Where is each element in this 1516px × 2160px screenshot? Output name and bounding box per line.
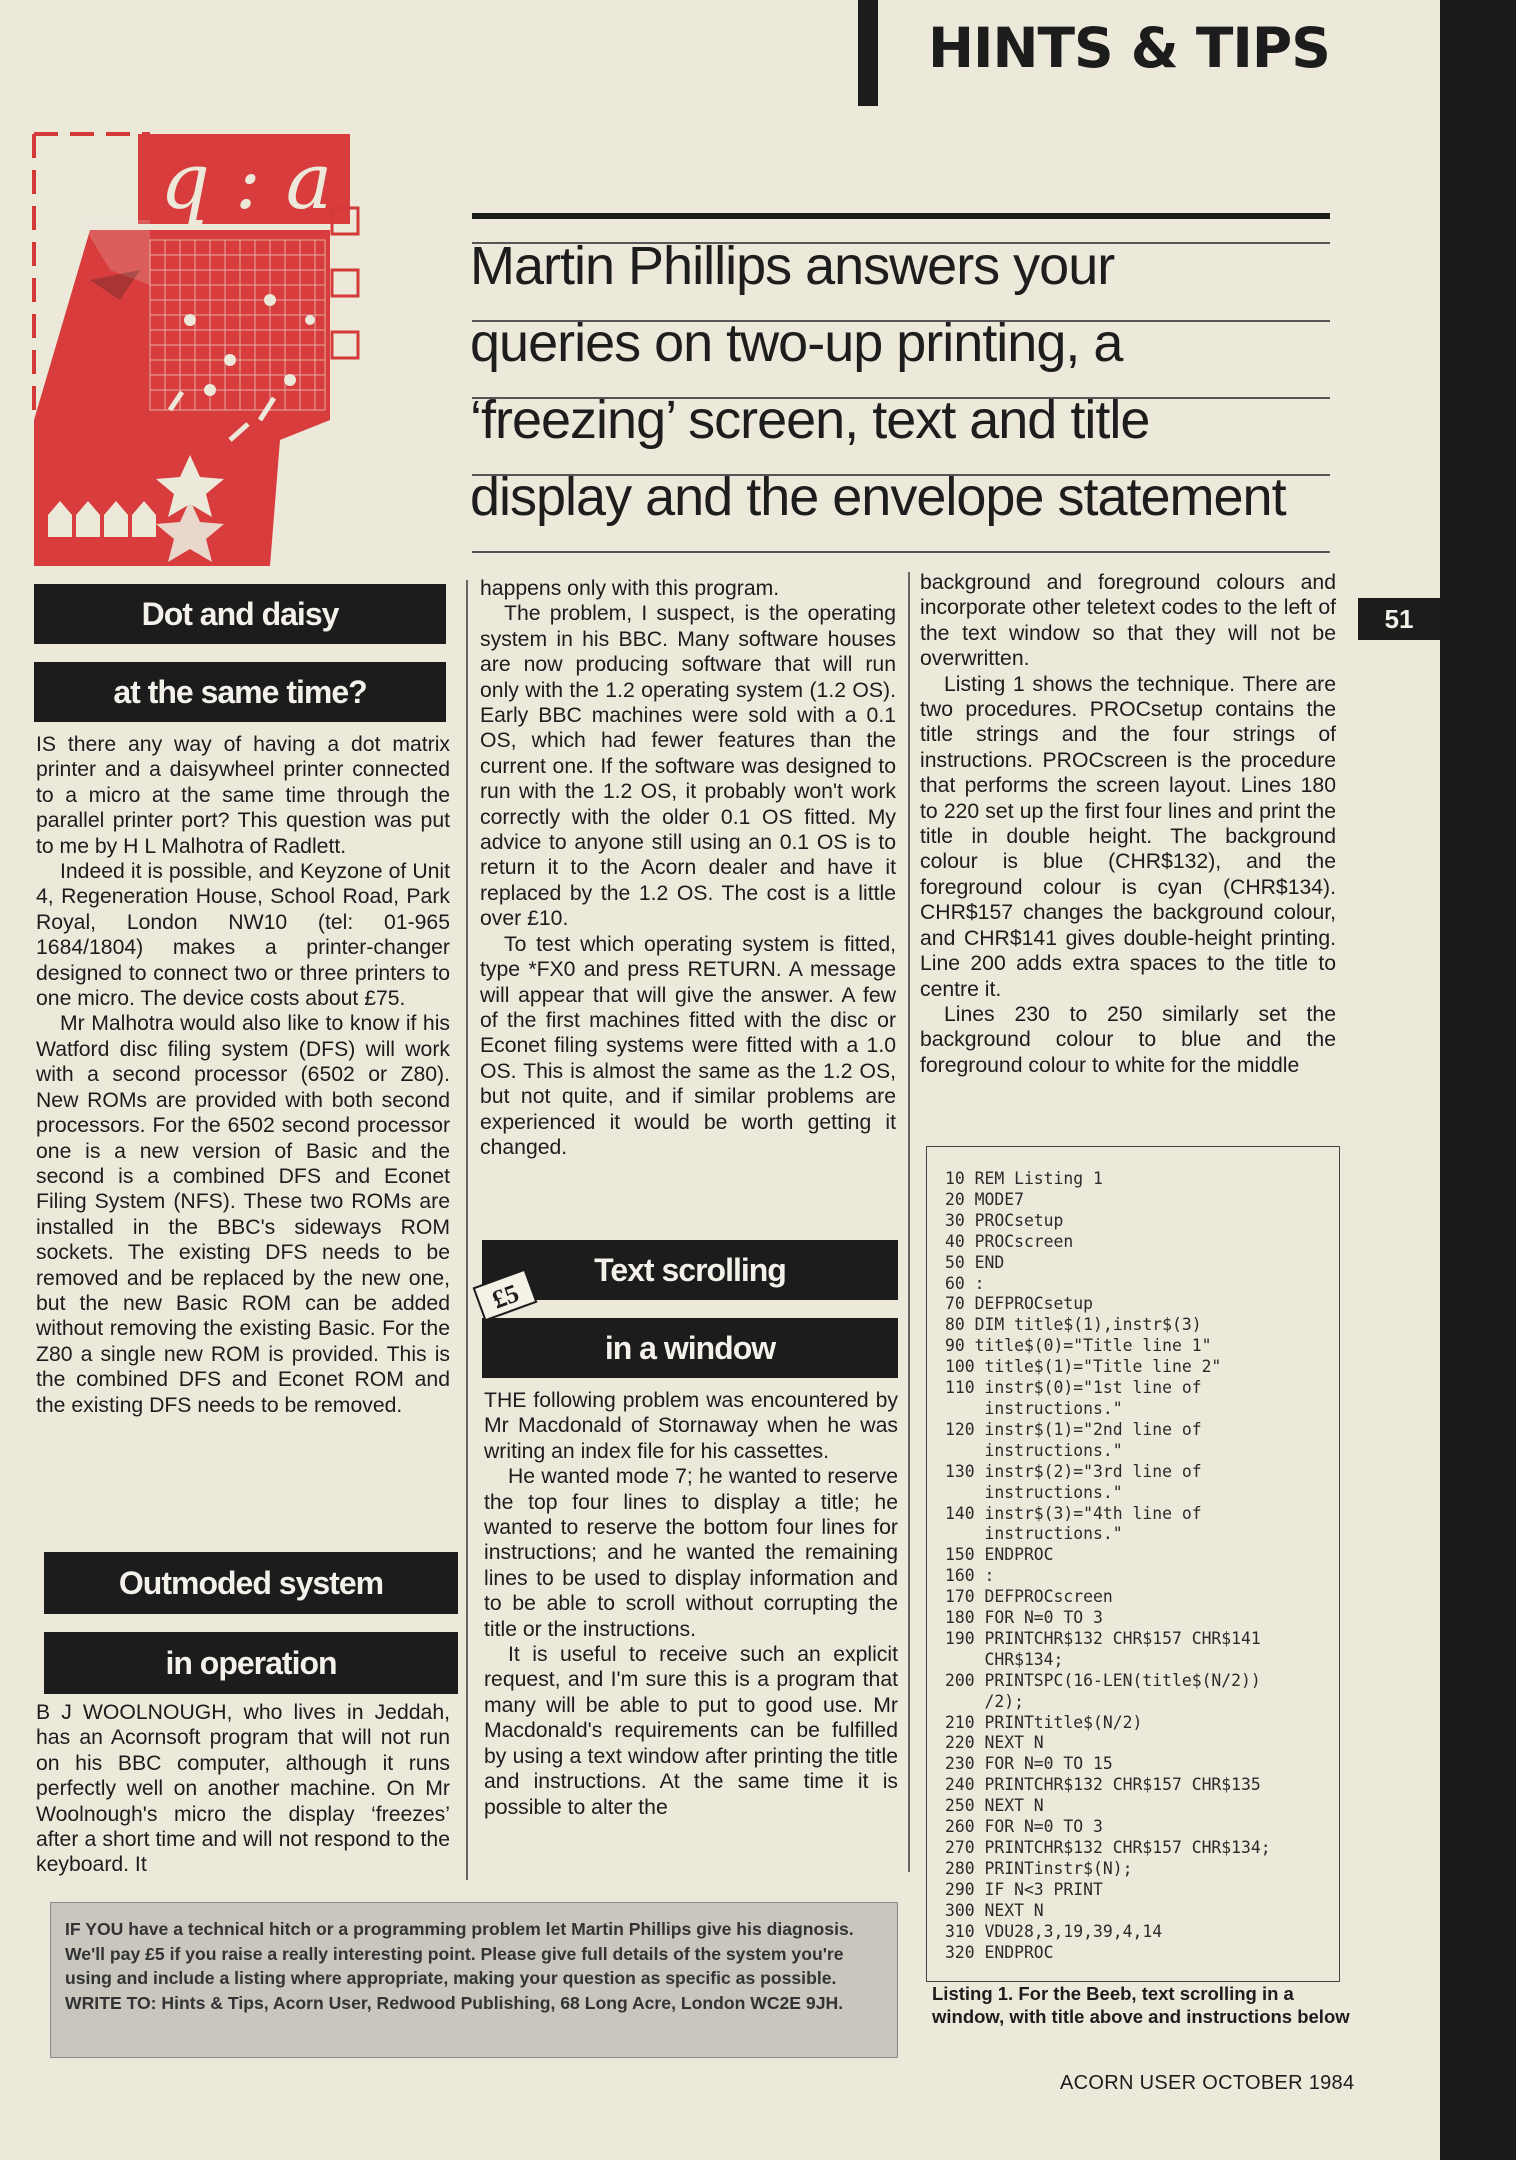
section-header: HINTS & TIPS — [928, 16, 1330, 80]
submission-notice — [50, 1902, 898, 2058]
listing-caption: Listing 1. For the Beeb, text scrolling in a window, with title above and instructions below — [932, 1983, 1350, 2027]
article-text-scrolling — [484, 1388, 898, 1820]
article-outmoded — [36, 1700, 450, 1878]
paragraph: Lines 230 to 250 similarly set the background colour to blue and the foreground colour to white for the middle — [920, 1002, 1336, 1077]
subhead-text-scrolling-1: Text scrolling — [482, 1240, 898, 1300]
notice-text: IF YOU have a technical hitch or a programming problem let Martin Phillips give his diagnosis. We'll pay £5 if you raise a really interesting point. Please give full details of the system you're using and include a listing where appropriate, making your question as specific as possible. WRITE TO: Hints & Tips, Acorn User, Redwood Publishing, 68 Long Acre, London WC2E 9JH. — [65, 1919, 854, 2013]
headline-line: display and the envelope statement — [470, 467, 1286, 527]
paragraph: IS there any way of having a dot matrix printer and a daisywheel printer connected to a micro at the same time through the parallel printer port? This question was put to me by H L Malhotra of Radlett. — [36, 733, 450, 858]
headline-top-rule — [472, 213, 1330, 219]
program-listing — [926, 1146, 1340, 1982]
page-edge — [1440, 0, 1516, 2160]
article-col3 — [920, 570, 1336, 1078]
page-number: 51 — [1358, 598, 1440, 640]
listing-code: 10 REM Listing 1 20 MODE7 30 PROCsetup 40 PROCscreen 50 END 60 : 70 DEFPROCsetup 80 DIM title$(1),instr$(3) 90 title$(0)="Title line 1" 100 title$(1)="Title line 2" 110 instr$(0)="1st line of instructions." 120 instr$(1)="2nd line of instructions." 130 instr$(2)="3rd line of instructions." 140 instr$(3)="4th line of instructions." 150 ENDPROC 160 : 170 DEFPROCscreen 180 FOR N=0 TO 3 190 PRINTCHR$132 CHR$157 CHR$141 CHR$134; 200 PRINTSPC(16-LEN(title$(N/2)) /2); 210 PRINTtitle$(N/2) 220 NEXT N 230 FOR N=0 TO 15 240 PRINTCHR$132 CHR$157 CHR$135 250 NEXT N 260 FOR N=0 TO 3 270 PRINTCHR$132 CHR$157 CHR$134; 280 PRINTinstr$(N); 290 IF N<3 PRINT 300 NEXT N 310 VDU28,3,19,39,4,14 320 ENDPROC — [945, 1169, 1271, 1962]
paragraph: THE following problem was encountered by Mr Macdonald of Stornaway when he was writing an index file for his cassettes. — [484, 1389, 898, 1463]
subhead-outmoded-2: in operation — [44, 1632, 458, 1694]
paragraph: To test which operating system is fitted, type *FX0 and press RETURN. A message will appear that will give the answer. A few of the first machines fitted with the disc or Econet filing systems were fitted with a 1.0 OS. This is almost the same as the 1.2 OS, but not quite, and if similar problems are experienced it would be worth getting it changed. — [480, 932, 896, 1159]
paragraph: Listing 1 shows the technique. There are two procedures. PROCsetup contains the title strings and the four strings of instructions. PROCscreen is the procedure that performs the screen layout. Lines 180 to 220 set up the first four lines and print the title in double height. The background colour is blue (CHR$132), and the foreground colour is cyan (CHR$134). CHR$157 changes the background colour, and CHR$141 gives double-height printing. Line 200 adds extra spaces to the title to centre it. — [920, 672, 1336, 1001]
paragraph: happens only with this program. — [480, 577, 780, 600]
subhead-outmoded-1: Outmoded system — [44, 1552, 458, 1614]
headline-line: queries on two-up printing, a — [470, 313, 1123, 373]
subhead-dot-daisy-1: Dot and daisy — [34, 584, 446, 644]
column-divider — [466, 580, 468, 1880]
paragraph: background and foreground colours and incorporate other teletext codes to the left of the text window so that they will not be overwritten. — [920, 571, 1336, 671]
column-divider — [908, 572, 910, 1872]
logo-letters: q : a — [160, 137, 333, 227]
subhead-text-scrolling-2: in a window — [482, 1318, 898, 1378]
paragraph: He wanted mode 7; he wanted to reserve the top four lines to display a title; he wanted to reserve the bottom four lines for instructions; and he wanted the remaining lines to be used to display information and to be able to scroll without corrupting the title or the instructions. — [484, 1465, 898, 1641]
paragraph: Indeed it is possible, and Keyzone of Unit 4, Regeneration House, School Road, Park Royal, London NW10 (tel: 01-965 1684/1804) makes a printer-changer designed to connect two or three printers to one micro. The device costs about £75. — [36, 860, 450, 1011]
headline-line: ‘freezing’ screen, text and title — [470, 390, 1150, 450]
paragraph: B J WOOLNOUGH, who lives in Jeddah, has an Acornsoft program that will not run on his BBC computer, although it runs perfectly well on another machine. On Mr Woolnough's micro the display ‘freezes’ after a short time and will not respond to the keyboard. It — [36, 1701, 450, 1877]
subhead-dot-daisy-2: at the same time? — [34, 662, 446, 722]
five-pound-badge — [472, 1270, 538, 1320]
headline — [470, 228, 1340, 536]
headline-rule — [472, 551, 1330, 553]
qa-logo — [30, 120, 460, 566]
paragraph: The problem, I suspect, is the operating system in his BBC. Many software houses are now producing software that will run only with the 1.2 operating system (1.2 OS). Early BBC machines were sold with a 0.1 OS, which had fewer features than the current one. If the software was designed to run with the 1.2 OS, it probably won't work correctly with the older 0.1 OS fitted. My advice to anyone still using an 0.1 OS is to return it to the Acorn dealer and have it replaced by the 1.2 OS. The cost is a little over £10. — [480, 602, 896, 931]
article-dot-daisy — [36, 732, 450, 1418]
paragraph: Mr Malhotra would also like to know if his Watford disc filing system (DFS) will work with a second processor (6502 or Z80). New ROMs are provided with both second processors. For the 6502 second processor one is a new version of Basic and the second is a combined DFS and Econet Filing System (NFS). These two ROMs are installed in the BBC's sideways ROM sockets. The existing DFS needs to be removed and be replaced by the new one, but the new Basic ROM can be added without removing the existing Basic. For the Z80 a single new ROM is provided. This is the combined DFS and Econet ROM and the existing DFS needs to be removed. — [36, 1012, 450, 1417]
badge-label: £5 — [488, 1278, 523, 1315]
page-footer: ACORN USER OCTOBER 1984 — [1060, 2072, 1355, 2094]
article-col2 — [480, 576, 896, 1160]
header-bar — [858, 0, 878, 106]
headline-line: Martin Phillips answers your — [470, 236, 1115, 296]
paragraph: It is useful to receive such an explicit request, and I'm sure this is a program that many will be able to put to good use. Mr Macdonald's requirements can be fulfilled by using a text window after printing the title and instructions. At the same time it is possible to alter the — [484, 1643, 898, 1819]
